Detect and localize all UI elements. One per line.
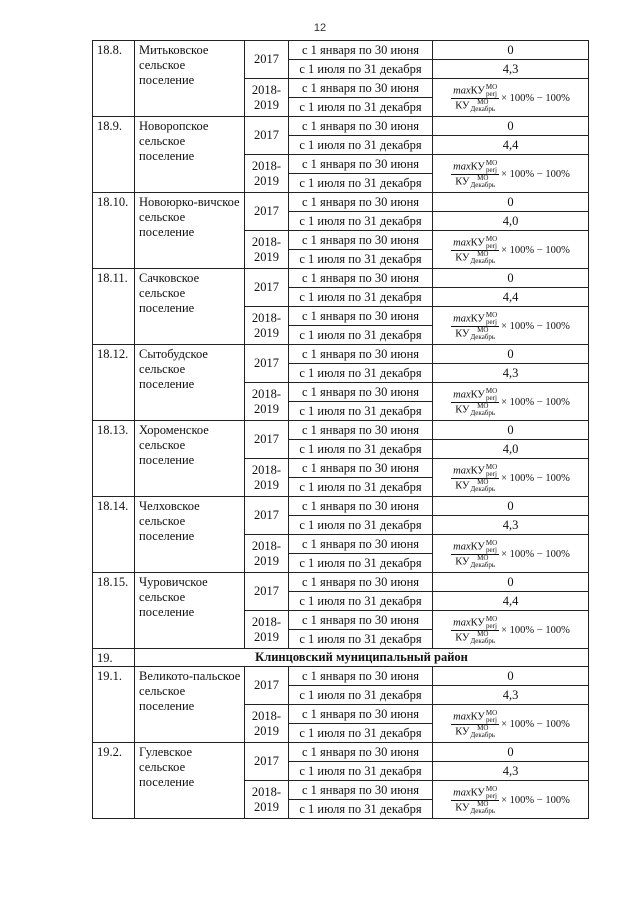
table-row <box>93 421 589 440</box>
formula-december: Декабрь <box>470 636 496 645</box>
table-row <box>93 41 589 60</box>
formula-perj: perj <box>486 791 497 800</box>
value-first-half: 0 <box>433 41 589 60</box>
formula-ku-bottom: КУ <box>455 100 470 112</box>
year-2018: 2018- <box>251 708 282 723</box>
year-2017: 2017 <box>245 193 289 231</box>
value-second-half: 4,0 <box>433 440 589 459</box>
settlement-name: Сачковское сельское поселение <box>135 269 245 345</box>
formula-december: Декабрь <box>470 408 496 417</box>
year-2019: 2019 <box>254 173 279 188</box>
table-row <box>93 573 589 592</box>
formula-mo-bottom: МО <box>477 401 489 410</box>
period-first-half: с 1 января по 30 июня <box>289 705 433 724</box>
period-first-half: с 1 января по 30 июня <box>289 667 433 686</box>
item-number: 18.9. <box>93 117 135 193</box>
value-first-half: 0 <box>433 421 589 440</box>
table-row <box>93 497 589 516</box>
year-2019: 2019 <box>254 477 279 492</box>
period-second-half: с 1 июля по 31 декабря <box>289 686 433 705</box>
growth-formula <box>451 236 570 265</box>
formula-cell <box>433 705 589 743</box>
formula-mo-bottom: МО <box>477 799 489 808</box>
formula-ku: КУ <box>470 389 485 401</box>
period-second-half: с 1 июля по 31 декабря <box>289 326 433 345</box>
period-second-half: с 1 июля по 31 декабря <box>289 762 433 781</box>
settlement-name: Челховское сельское поселение <box>135 497 245 573</box>
growth-formula <box>451 84 570 113</box>
formula-perj: perj <box>486 89 497 98</box>
period-second-half: с 1 июля по 31 декабря <box>289 136 433 155</box>
formula-tail: × 100% − 100% <box>501 320 570 332</box>
formula-mo: МО <box>485 82 498 91</box>
formula-ku: КУ <box>470 541 485 553</box>
formula-max: max <box>453 85 471 97</box>
year-2018: 2018- <box>251 462 282 477</box>
formula-mo: МО <box>485 462 498 471</box>
formula-cell <box>433 459 589 497</box>
formula-mo-bottom: МО <box>477 477 489 486</box>
item-number: 18.10. <box>93 193 135 269</box>
formula-mo: МО <box>485 310 498 319</box>
growth-formula <box>451 388 570 417</box>
formula-ku: КУ <box>470 85 485 97</box>
item-number: 18.13. <box>93 421 135 497</box>
value-second-half: 4,4 <box>433 136 589 155</box>
table-row <box>93 743 589 762</box>
formula-max: max <box>453 787 471 799</box>
formula-perj: perj <box>486 241 497 250</box>
period-second-half: с 1 июля по 31 декабря <box>289 800 433 819</box>
period-second-half: с 1 июля по 31 декабря <box>289 364 433 383</box>
year-2017: 2017 <box>245 345 289 383</box>
value-first-half: 0 <box>433 117 589 136</box>
formula-tail: × 100% − 100% <box>501 718 570 730</box>
year-2019: 2019 <box>254 799 279 814</box>
period-first-half: с 1 января по 30 июня <box>289 497 433 516</box>
year-2018: 2018- <box>251 82 282 97</box>
formula-december: Декабрь <box>470 730 496 739</box>
formula-ku: КУ <box>470 465 485 477</box>
period-first-half: с 1 января по 30 июня <box>289 193 433 212</box>
period-first-half: с 1 января по 30 июня <box>289 743 433 762</box>
formula-perj: perj <box>486 715 497 724</box>
formula-december: Декабрь <box>470 560 496 569</box>
table-row <box>93 117 589 136</box>
formula-ku-bottom: КУ <box>455 404 470 416</box>
page-number: 12 <box>313 22 327 34</box>
settlement-name: Новоюрко-вичское сельское поселение <box>135 193 245 269</box>
period-second-half: с 1 июля по 31 декабря <box>289 288 433 307</box>
settlement-name: Сытобудское сельское поселение <box>135 345 245 421</box>
value-second-half: 4,3 <box>433 60 589 79</box>
formula-perj: perj <box>486 469 497 478</box>
year-2018: 2018- <box>251 234 282 249</box>
period-first-half: с 1 января по 30 июня <box>289 383 433 402</box>
growth-formula <box>451 786 570 815</box>
item-number: 18.12. <box>93 345 135 421</box>
formula-tail: × 100% − 100% <box>501 168 570 180</box>
year-2017: 2017 <box>245 117 289 155</box>
year-2018-2019 <box>245 781 289 819</box>
period-first-half: с 1 января по 30 июня <box>289 41 433 60</box>
formula-cell <box>433 307 589 345</box>
table-row <box>93 193 589 212</box>
period-first-half: с 1 января по 30 июня <box>289 79 433 98</box>
formula-ku: КУ <box>470 237 485 249</box>
period-first-half: с 1 января по 30 июня <box>289 345 433 364</box>
formula-mo: МО <box>485 784 498 793</box>
formula-ku-bottom: КУ <box>455 802 470 814</box>
year-2018-2019 <box>245 383 289 421</box>
period-first-half: с 1 января по 30 июня <box>289 117 433 136</box>
formula-perj: perj <box>486 317 497 326</box>
year-2019: 2019 <box>254 97 279 112</box>
period-second-half: с 1 июля по 31 декабря <box>289 630 433 649</box>
formula-ku-bottom: КУ <box>455 328 470 340</box>
formula-mo: МО <box>485 614 498 623</box>
year-2017: 2017 <box>245 497 289 535</box>
period-second-half: с 1 июля по 31 декабря <box>289 592 433 611</box>
settlement-name: Чуровичское сельское поселение <box>135 573 245 649</box>
period-first-half: с 1 января по 30 июня <box>289 535 433 554</box>
formula-mo-bottom: МО <box>477 325 489 334</box>
period-second-half: с 1 июля по 31 декабря <box>289 98 433 117</box>
formula-ku: КУ <box>470 617 485 629</box>
year-2019: 2019 <box>254 249 279 264</box>
year-2018-2019 <box>245 535 289 573</box>
value-first-half: 0 <box>433 269 589 288</box>
formula-ku: КУ <box>470 787 485 799</box>
section-number: 19. <box>93 649 135 667</box>
settlement-name: Хороменское сельское поселение <box>135 421 245 497</box>
formula-mo: МО <box>485 538 498 547</box>
period-first-half: с 1 января по 30 июня <box>289 155 433 174</box>
formula-ku: КУ <box>470 161 485 173</box>
formula-perj: perj <box>486 393 497 402</box>
year-2018: 2018- <box>251 386 282 401</box>
formula-mo-bottom: МО <box>477 629 489 638</box>
formula-december: Декабрь <box>470 256 496 265</box>
item-number: 18.15. <box>93 573 135 649</box>
item-number: 19.2. <box>93 743 135 819</box>
year-2019: 2019 <box>254 401 279 416</box>
settlement-name: Гулевское сельское поселение <box>135 743 245 819</box>
formula-cell <box>433 79 589 117</box>
formula-max: max <box>453 237 471 249</box>
period-first-half: с 1 января по 30 июня <box>289 781 433 800</box>
year-2018-2019 <box>245 155 289 193</box>
formula-ku-bottom: КУ <box>455 632 470 644</box>
growth-formula <box>451 616 570 645</box>
formula-ku: КУ <box>470 313 485 325</box>
period-second-half: с 1 июля по 31 декабря <box>289 554 433 573</box>
period-first-half: с 1 января по 30 июня <box>289 459 433 478</box>
value-first-half: 0 <box>433 193 589 212</box>
formula-mo-bottom: МО <box>477 249 489 258</box>
year-2018: 2018- <box>251 614 282 629</box>
formula-max: max <box>453 617 471 629</box>
table-row <box>93 667 589 686</box>
formula-ku-bottom: КУ <box>455 726 470 738</box>
formula-cell <box>433 781 589 819</box>
settlement-name: Великото-пальское сельское поселение <box>135 667 245 743</box>
period-second-half: с 1 июля по 31 декабря <box>289 478 433 497</box>
formula-mo: МО <box>485 158 498 167</box>
period-second-half: с 1 июля по 31 декабря <box>289 60 433 79</box>
formula-december: Декабрь <box>470 180 496 189</box>
formula-max: max <box>453 313 471 325</box>
section-title: Клинцовский муниципальный район <box>135 649 589 667</box>
value-first-half: 0 <box>433 743 589 762</box>
year-2019: 2019 <box>254 553 279 568</box>
year-2018: 2018- <box>251 784 282 799</box>
year-2017: 2017 <box>245 667 289 705</box>
value-second-half: 4,3 <box>433 364 589 383</box>
formula-perj: perj <box>486 621 497 630</box>
growth-formula <box>451 160 570 189</box>
formula-mo-bottom: МО <box>477 723 489 732</box>
year-2019: 2019 <box>254 325 279 340</box>
year-2018-2019 <box>245 705 289 743</box>
year-2017: 2017 <box>245 573 289 611</box>
table-row <box>93 269 589 288</box>
formula-december: Декабрь <box>470 332 496 341</box>
value-first-half: 0 <box>433 573 589 592</box>
year-2018: 2018- <box>251 538 282 553</box>
year-2018: 2018- <box>251 158 282 173</box>
formula-max: max <box>453 711 471 723</box>
year-2017: 2017 <box>245 421 289 459</box>
value-first-half: 0 <box>433 667 589 686</box>
item-number: 18.8. <box>93 41 135 117</box>
value-first-half: 0 <box>433 345 589 364</box>
settlement-name: Новоропское сельское поселение <box>135 117 245 193</box>
formula-ku-bottom: КУ <box>455 480 470 492</box>
formula-cell <box>433 231 589 269</box>
table-row <box>93 345 589 364</box>
period-first-half: с 1 января по 30 июня <box>289 269 433 288</box>
period-first-half: с 1 января по 30 июня <box>289 421 433 440</box>
period-second-half: с 1 июля по 31 декабря <box>289 724 433 743</box>
formula-ku: КУ <box>470 711 485 723</box>
formula-tail: × 100% − 100% <box>501 794 570 806</box>
period-second-half: с 1 июля по 31 декабря <box>289 250 433 269</box>
formula-cell <box>433 535 589 573</box>
period-first-half: с 1 января по 30 июня <box>289 611 433 630</box>
formula-cell <box>433 383 589 421</box>
year-2019: 2019 <box>254 723 279 738</box>
item-number: 18.14. <box>93 497 135 573</box>
year-2018-2019 <box>245 611 289 649</box>
item-number: 18.11. <box>93 269 135 345</box>
period-second-half: с 1 июля по 31 декабря <box>289 440 433 459</box>
value-second-half: 4,0 <box>433 212 589 231</box>
year-2018-2019 <box>245 307 289 345</box>
period-first-half: с 1 января по 30 июня <box>289 231 433 250</box>
formula-max: max <box>453 389 471 401</box>
formula-ku-bottom: КУ <box>455 252 470 264</box>
year-2019: 2019 <box>254 629 279 644</box>
formula-max: max <box>453 161 471 173</box>
formula-mo: МО <box>485 386 498 395</box>
formula-tail: × 100% − 100% <box>501 472 570 484</box>
formula-december: Декабрь <box>470 484 496 493</box>
value-second-half: 4,3 <box>433 762 589 781</box>
formula-cell <box>433 611 589 649</box>
growth-formula <box>451 710 570 739</box>
formula-cell <box>433 155 589 193</box>
formula-december: Декабрь <box>470 104 496 113</box>
year-2018-2019 <box>245 459 289 497</box>
value-first-half: 0 <box>433 497 589 516</box>
year-2017: 2017 <box>245 269 289 307</box>
year-2017: 2017 <box>245 743 289 781</box>
period-first-half: с 1 января по 30 июня <box>289 573 433 592</box>
period-first-half: с 1 января по 30 июня <box>289 307 433 326</box>
growth-formula <box>451 312 570 341</box>
formula-perj: perj <box>486 545 497 554</box>
formula-ku-bottom: КУ <box>455 556 470 568</box>
section-row <box>93 649 589 667</box>
year-2017: 2017 <box>245 41 289 79</box>
period-second-half: с 1 июля по 31 декабря <box>289 516 433 535</box>
tariff-table <box>92 40 589 819</box>
formula-december: Декабрь <box>470 806 496 815</box>
year-2018-2019 <box>245 79 289 117</box>
formula-tail: × 100% − 100% <box>501 92 570 104</box>
growth-formula <box>451 464 570 493</box>
formula-max: max <box>453 465 471 477</box>
formula-perj: perj <box>486 165 497 174</box>
formula-tail: × 100% − 100% <box>501 244 570 256</box>
formula-tail: × 100% − 100% <box>501 624 570 636</box>
year-2018: 2018- <box>251 310 282 325</box>
formula-mo-bottom: МО <box>477 173 489 182</box>
period-second-half: с 1 июля по 31 декабря <box>289 402 433 421</box>
formula-mo: МО <box>485 234 498 243</box>
formula-tail: × 100% − 100% <box>501 548 570 560</box>
settlement-name: Митьковское сельское поселение <box>135 41 245 117</box>
formula-mo-bottom: МО <box>477 553 489 562</box>
value-second-half: 4,3 <box>433 516 589 535</box>
growth-formula <box>451 540 570 569</box>
formula-tail: × 100% − 100% <box>501 396 570 408</box>
value-second-half: 4,3 <box>433 686 589 705</box>
value-second-half: 4,4 <box>433 592 589 611</box>
period-second-half: с 1 июля по 31 декабря <box>289 174 433 193</box>
formula-mo: МО <box>485 708 498 717</box>
value-second-half: 4,4 <box>433 288 589 307</box>
formula-ku-bottom: КУ <box>455 176 470 188</box>
year-2018-2019 <box>245 231 289 269</box>
period-second-half: с 1 июля по 31 декабря <box>289 212 433 231</box>
item-number: 19.1. <box>93 667 135 743</box>
formula-max: max <box>453 541 471 553</box>
formula-mo-bottom: МО <box>477 97 489 106</box>
